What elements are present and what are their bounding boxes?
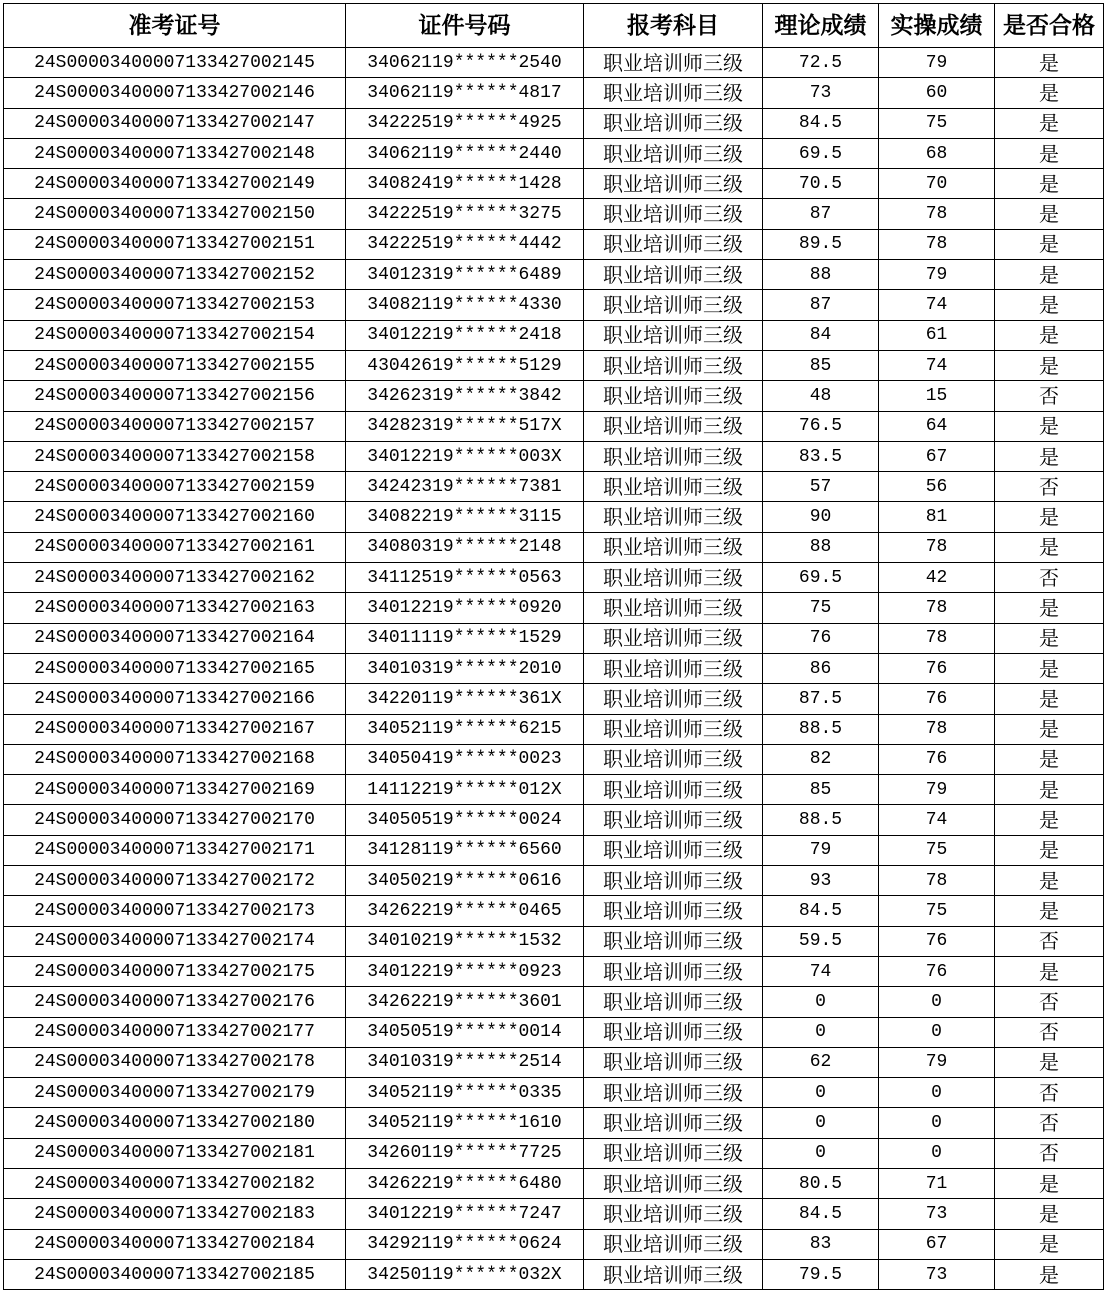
cell-theory-score: 75 (763, 593, 879, 623)
cell-practical-score: 78 (879, 532, 995, 562)
cell-exam-id: 24S00003400007133427002163 (4, 593, 346, 623)
cell-subject: 职业培训师三级 (584, 502, 763, 532)
cell-exam-id: 24S00003400007133427002148 (4, 138, 346, 168)
cell-subject: 职业培训师三级 (584, 653, 763, 683)
cell-id-number: 34242319******7381 (346, 472, 584, 502)
cell-theory-score: 69.5 (763, 138, 879, 168)
cell-pass-status: 是 (995, 744, 1104, 774)
cell-pass-status: 是 (995, 290, 1104, 320)
cell-pass-status: 是 (995, 623, 1104, 653)
cell-subject: 职业培训师三级 (584, 108, 763, 138)
cell-theory-score: 0 (763, 1017, 879, 1047)
table-row (4, 775, 1104, 805)
cell-practical-score: 76 (879, 653, 995, 683)
cell-exam-id: 24S00003400007133427002179 (4, 1078, 346, 1108)
cell-subject: 职业培训师三级 (584, 1047, 763, 1077)
cell-id-number: 14112219******012X (346, 775, 584, 805)
table-header (4, 4, 1104, 48)
cell-exam-id: 24S00003400007133427002184 (4, 1229, 346, 1259)
cell-theory-score: 88 (763, 260, 879, 290)
table-row (4, 714, 1104, 744)
cell-subject: 职业培训师三级 (584, 775, 763, 805)
table-row (4, 653, 1104, 683)
cell-theory-score: 69.5 (763, 563, 879, 593)
table-row (4, 623, 1104, 653)
cell-subject: 职业培训师三级 (584, 1108, 763, 1138)
cell-id-number: 43042619******5129 (346, 350, 584, 380)
cell-theory-score: 76 (763, 623, 879, 653)
table-row (4, 1108, 1104, 1138)
cell-exam-id: 24S00003400007133427002171 (4, 835, 346, 865)
cell-subject: 职业培训师三级 (584, 441, 763, 471)
cell-exam-id: 24S00003400007133427002150 (4, 199, 346, 229)
cell-exam-id: 24S00003400007133427002146 (4, 78, 346, 108)
cell-exam-id: 24S00003400007133427002155 (4, 350, 346, 380)
table-row (4, 350, 1104, 380)
cell-theory-score: 83 (763, 1229, 879, 1259)
cell-exam-id: 24S00003400007133427002161 (4, 532, 346, 562)
results-table (3, 3, 1104, 1290)
cell-pass-status: 是 (995, 775, 1104, 805)
cell-id-number: 34262219******0465 (346, 896, 584, 926)
cell-theory-score: 87.5 (763, 684, 879, 714)
cell-practical-score: 76 (879, 956, 995, 986)
table-row (4, 866, 1104, 896)
cell-practical-score: 76 (879, 684, 995, 714)
table-row (4, 835, 1104, 865)
cell-practical-score: 78 (879, 623, 995, 653)
table-row (4, 805, 1104, 835)
cell-theory-score: 0 (763, 987, 879, 1017)
cell-theory-score: 84.5 (763, 108, 879, 138)
cell-practical-score: 0 (879, 987, 995, 1017)
cell-id-number: 34010219******1532 (346, 926, 584, 956)
table-body (4, 48, 1104, 1290)
cell-subject: 职业培训师三级 (584, 350, 763, 380)
cell-id-number: 34250119******032X (346, 1259, 584, 1289)
cell-subject: 职业培训师三级 (584, 381, 763, 411)
cell-id-number: 34010319******2010 (346, 653, 584, 683)
cell-theory-score: 0 (763, 1078, 879, 1108)
cell-subject: 职业培训师三级 (584, 1199, 763, 1229)
cell-theory-score: 82 (763, 744, 879, 774)
cell-id-number: 34082219******3115 (346, 502, 584, 532)
cell-id-number: 34052119******6215 (346, 714, 584, 744)
cell-pass-status: 是 (995, 108, 1104, 138)
cell-pass-status: 是 (995, 1199, 1104, 1229)
cell-subject: 职业培训师三级 (584, 78, 763, 108)
cell-theory-score: 87 (763, 290, 879, 320)
table-row (4, 1078, 1104, 1108)
cell-subject: 职业培训师三级 (584, 744, 763, 774)
cell-practical-score: 60 (879, 78, 995, 108)
cell-theory-score: 88 (763, 532, 879, 562)
cell-subject: 职业培训师三级 (584, 290, 763, 320)
cell-exam-id: 24S00003400007133427002170 (4, 805, 346, 835)
cell-practical-score: 56 (879, 472, 995, 502)
cell-practical-score: 75 (879, 896, 995, 926)
cell-id-number: 34128119******6560 (346, 835, 584, 865)
cell-id-number: 34062119******2440 (346, 138, 584, 168)
cell-pass-status: 是 (995, 48, 1104, 78)
cell-theory-score: 74 (763, 956, 879, 986)
cell-id-number: 34050419******0023 (346, 744, 584, 774)
table-row (4, 1168, 1104, 1198)
cell-practical-score: 73 (879, 1259, 995, 1289)
cell-pass-status: 是 (995, 1168, 1104, 1198)
cell-pass-status: 是 (995, 350, 1104, 380)
cell-id-number: 34062119******4817 (346, 78, 584, 108)
cell-subject: 职业培训师三级 (584, 1078, 763, 1108)
cell-theory-score: 48 (763, 381, 879, 411)
cell-subject: 职业培训师三级 (584, 532, 763, 562)
cell-pass-status: 是 (995, 441, 1104, 471)
table-row (4, 199, 1104, 229)
cell-theory-score: 73 (763, 78, 879, 108)
cell-practical-score: 64 (879, 411, 995, 441)
cell-exam-id: 24S00003400007133427002168 (4, 744, 346, 774)
cell-practical-score: 78 (879, 199, 995, 229)
cell-pass-status: 否 (995, 472, 1104, 502)
header-id-number: 证件号码 (346, 4, 584, 48)
cell-theory-score: 84.5 (763, 1199, 879, 1229)
cell-pass-status: 是 (995, 593, 1104, 623)
cell-exam-id: 24S00003400007133427002178 (4, 1047, 346, 1077)
cell-pass-status: 否 (995, 1108, 1104, 1138)
table-row (4, 411, 1104, 441)
cell-practical-score: 0 (879, 1078, 995, 1108)
cell-theory-score: 86 (763, 653, 879, 683)
cell-pass-status: 否 (995, 563, 1104, 593)
cell-practical-score: 74 (879, 290, 995, 320)
cell-practical-score: 79 (879, 260, 995, 290)
cell-pass-status: 是 (995, 138, 1104, 168)
cell-pass-status: 是 (995, 260, 1104, 290)
cell-practical-score: 81 (879, 502, 995, 532)
cell-exam-id: 24S00003400007133427002176 (4, 987, 346, 1017)
cell-practical-score: 74 (879, 350, 995, 380)
table-row (4, 290, 1104, 320)
table-row (4, 472, 1104, 502)
cell-pass-status: 否 (995, 381, 1104, 411)
cell-practical-score: 67 (879, 1229, 995, 1259)
table-row (4, 593, 1104, 623)
cell-theory-score: 59.5 (763, 926, 879, 956)
cell-practical-score: 75 (879, 108, 995, 138)
cell-exam-id: 24S00003400007133427002151 (4, 229, 346, 259)
table-row (4, 532, 1104, 562)
cell-id-number: 34050519******0014 (346, 1017, 584, 1047)
table-row (4, 563, 1104, 593)
cell-theory-score: 70.5 (763, 169, 879, 199)
header-practical-score: 实操成绩 (879, 4, 995, 48)
cell-subject: 职业培训师三级 (584, 1138, 763, 1168)
table-row (4, 108, 1104, 138)
cell-exam-id: 24S00003400007133427002175 (4, 956, 346, 986)
cell-pass-status: 是 (995, 1229, 1104, 1259)
table-row (4, 926, 1104, 956)
cell-practical-score: 73 (879, 1199, 995, 1229)
cell-practical-score: 79 (879, 775, 995, 805)
cell-exam-id: 24S00003400007133427002156 (4, 381, 346, 411)
table-row (4, 956, 1104, 986)
table-row (4, 441, 1104, 471)
table-row (4, 48, 1104, 78)
cell-subject: 职业培训师三级 (584, 472, 763, 502)
cell-exam-id: 24S00003400007133427002181 (4, 1138, 346, 1168)
cell-pass-status: 否 (995, 1138, 1104, 1168)
cell-subject: 职业培训师三级 (584, 623, 763, 653)
cell-practical-score: 75 (879, 835, 995, 865)
cell-exam-id: 24S00003400007133427002152 (4, 260, 346, 290)
cell-pass-status: 是 (995, 956, 1104, 986)
cell-practical-score: 67 (879, 441, 995, 471)
cell-theory-score: 90 (763, 502, 879, 532)
cell-practical-score: 70 (879, 169, 995, 199)
cell-pass-status: 否 (995, 1078, 1104, 1108)
cell-theory-score: 84.5 (763, 896, 879, 926)
cell-theory-score: 89.5 (763, 229, 879, 259)
table-row (4, 78, 1104, 108)
cell-theory-score: 84 (763, 320, 879, 350)
cell-exam-id: 24S00003400007133427002154 (4, 320, 346, 350)
cell-subject: 职业培训师三级 (584, 926, 763, 956)
cell-id-number: 34062119******2540 (346, 48, 584, 78)
table-row (4, 1138, 1104, 1168)
cell-subject: 职业培训师三级 (584, 684, 763, 714)
table-row (4, 1047, 1104, 1077)
cell-theory-score: 80.5 (763, 1168, 879, 1198)
cell-subject: 职业培训师三级 (584, 987, 763, 1017)
cell-subject: 职业培训师三级 (584, 260, 763, 290)
cell-subject: 职业培训师三级 (584, 956, 763, 986)
cell-id-number: 34052119******0335 (346, 1078, 584, 1108)
cell-subject: 职业培训师三级 (584, 805, 763, 835)
cell-id-number: 34050219******0616 (346, 866, 584, 896)
cell-exam-id: 24S00003400007133427002153 (4, 290, 346, 320)
cell-id-number: 34011119******1529 (346, 623, 584, 653)
cell-exam-id: 24S00003400007133427002157 (4, 411, 346, 441)
cell-exam-id: 24S00003400007133427002162 (4, 563, 346, 593)
cell-exam-id: 24S00003400007133427002166 (4, 684, 346, 714)
cell-id-number: 34260119******7725 (346, 1138, 584, 1168)
cell-subject: 职业培训师三级 (584, 1017, 763, 1047)
cell-subject: 职业培训师三级 (584, 229, 763, 259)
cell-pass-status: 是 (995, 502, 1104, 532)
cell-theory-score: 88.5 (763, 805, 879, 835)
cell-subject: 职业培训师三级 (584, 1168, 763, 1198)
cell-id-number: 34220119******361X (346, 684, 584, 714)
cell-id-number: 34050519******0024 (346, 805, 584, 835)
header-exam-id: 准考证号 (4, 4, 346, 48)
cell-id-number: 34112519******0563 (346, 563, 584, 593)
cell-pass-status: 否 (995, 926, 1104, 956)
cell-id-number: 34222519******3275 (346, 199, 584, 229)
cell-id-number: 34052119******1610 (346, 1108, 584, 1138)
table-row (4, 229, 1104, 259)
table-row (4, 169, 1104, 199)
table-row (4, 320, 1104, 350)
cell-exam-id: 24S00003400007133427002165 (4, 653, 346, 683)
cell-pass-status: 是 (995, 411, 1104, 441)
cell-subject: 职业培训师三级 (584, 563, 763, 593)
cell-theory-score: 79.5 (763, 1259, 879, 1289)
cell-id-number: 34012219******0923 (346, 956, 584, 986)
cell-exam-id: 24S00003400007133427002185 (4, 1259, 346, 1289)
cell-subject: 职业培训师三级 (584, 896, 763, 926)
cell-practical-score: 76 (879, 926, 995, 956)
table-row (4, 1199, 1104, 1229)
cell-theory-score: 76.5 (763, 411, 879, 441)
cell-theory-score: 85 (763, 350, 879, 380)
cell-practical-score: 78 (879, 714, 995, 744)
cell-practical-score: 78 (879, 229, 995, 259)
cell-practical-score: 0 (879, 1017, 995, 1047)
cell-pass-status: 是 (995, 714, 1104, 744)
cell-practical-score: 61 (879, 320, 995, 350)
cell-theory-score: 85 (763, 775, 879, 805)
cell-exam-id: 24S00003400007133427002145 (4, 48, 346, 78)
cell-subject: 职业培训师三级 (584, 138, 763, 168)
cell-exam-id: 24S00003400007133427002174 (4, 926, 346, 956)
table-row (4, 987, 1104, 1017)
cell-practical-score: 0 (879, 1138, 995, 1168)
cell-pass-status: 否 (995, 1017, 1104, 1047)
cell-practical-score: 42 (879, 563, 995, 593)
cell-theory-score: 79 (763, 835, 879, 865)
cell-pass-status: 是 (995, 1259, 1104, 1289)
cell-subject: 职业培训师三级 (584, 48, 763, 78)
cell-id-number: 34222519******4925 (346, 108, 584, 138)
cell-pass-status: 是 (995, 320, 1104, 350)
cell-id-number: 34262219******3601 (346, 987, 584, 1017)
cell-id-number: 34292119******0624 (346, 1229, 584, 1259)
cell-pass-status: 是 (995, 532, 1104, 562)
cell-pass-status: 否 (995, 987, 1104, 1017)
table-row (4, 1229, 1104, 1259)
cell-subject: 职业培训师三级 (584, 169, 763, 199)
table-row (4, 502, 1104, 532)
table-row (4, 381, 1104, 411)
cell-exam-id: 24S00003400007133427002149 (4, 169, 346, 199)
cell-id-number: 34082119******4330 (346, 290, 584, 320)
cell-practical-score: 15 (879, 381, 995, 411)
cell-practical-score: 79 (879, 1047, 995, 1077)
table-row (4, 684, 1104, 714)
cell-subject: 职业培训师三级 (584, 714, 763, 744)
cell-pass-status: 是 (995, 199, 1104, 229)
cell-pass-status: 是 (995, 866, 1104, 896)
header-theory-score: 理论成绩 (763, 4, 879, 48)
table-row (4, 1017, 1104, 1047)
cell-id-number: 34262319******3842 (346, 381, 584, 411)
cell-theory-score: 0 (763, 1138, 879, 1168)
cell-theory-score: 0 (763, 1108, 879, 1138)
cell-id-number: 34222519******4442 (346, 229, 584, 259)
cell-pass-status: 是 (995, 805, 1104, 835)
cell-exam-id: 24S00003400007133427002164 (4, 623, 346, 653)
cell-exam-id: 24S00003400007133427002172 (4, 866, 346, 896)
cell-id-number: 34012219******7247 (346, 1199, 584, 1229)
cell-id-number: 34080319******2148 (346, 532, 584, 562)
cell-id-number: 34012219******003X (346, 441, 584, 471)
cell-exam-id: 24S00003400007133427002182 (4, 1168, 346, 1198)
cell-subject: 职业培训师三级 (584, 411, 763, 441)
table-row (4, 260, 1104, 290)
cell-id-number: 34012319******6489 (346, 260, 584, 290)
cell-theory-score: 83.5 (763, 441, 879, 471)
cell-theory-score: 62 (763, 1047, 879, 1077)
cell-exam-id: 24S00003400007133427002158 (4, 441, 346, 471)
cell-subject: 职业培训师三级 (584, 866, 763, 896)
cell-theory-score: 88.5 (763, 714, 879, 744)
cell-subject: 职业培训师三级 (584, 199, 763, 229)
cell-exam-id: 24S00003400007133427002173 (4, 896, 346, 926)
cell-practical-score: 68 (879, 138, 995, 168)
cell-practical-score: 0 (879, 1108, 995, 1138)
header-subject: 报考科目 (584, 4, 763, 48)
cell-exam-id: 24S00003400007133427002169 (4, 775, 346, 805)
cell-id-number: 34012219******0920 (346, 593, 584, 623)
cell-exam-id: 24S00003400007133427002147 (4, 108, 346, 138)
cell-pass-status: 是 (995, 653, 1104, 683)
cell-exam-id: 24S00003400007133427002183 (4, 1199, 346, 1229)
cell-id-number: 34012219******2418 (346, 320, 584, 350)
cell-exam-id: 24S00003400007133427002167 (4, 714, 346, 744)
cell-id-number: 34262219******6480 (346, 1168, 584, 1198)
results-sheet (3, 3, 1103, 1290)
cell-pass-status: 是 (995, 1047, 1104, 1077)
table-row (4, 744, 1104, 774)
cell-practical-score: 76 (879, 744, 995, 774)
cell-subject: 职业培训师三级 (584, 1229, 763, 1259)
cell-practical-score: 71 (879, 1168, 995, 1198)
header-row (4, 4, 1104, 48)
cell-practical-score: 78 (879, 866, 995, 896)
cell-exam-id: 24S00003400007133427002180 (4, 1108, 346, 1138)
table-row (4, 896, 1104, 926)
cell-exam-id: 24S00003400007133427002177 (4, 1017, 346, 1047)
cell-pass-status: 是 (995, 684, 1104, 714)
cell-id-number: 34082419******1428 (346, 169, 584, 199)
cell-subject: 职业培训师三级 (584, 835, 763, 865)
cell-pass-status: 是 (995, 835, 1104, 865)
cell-practical-score: 79 (879, 48, 995, 78)
cell-theory-score: 57 (763, 472, 879, 502)
cell-subject: 职业培训师三级 (584, 1259, 763, 1289)
cell-exam-id: 24S00003400007133427002160 (4, 502, 346, 532)
cell-id-number: 34282319******517X (346, 411, 584, 441)
cell-id-number: 34010319******2514 (346, 1047, 584, 1077)
cell-pass-status: 是 (995, 78, 1104, 108)
cell-practical-score: 78 (879, 593, 995, 623)
cell-theory-score: 87 (763, 199, 879, 229)
cell-subject: 职业培训师三级 (584, 593, 763, 623)
cell-theory-score: 93 (763, 866, 879, 896)
cell-theory-score: 72.5 (763, 48, 879, 78)
cell-practical-score: 74 (879, 805, 995, 835)
cell-pass-status: 是 (995, 896, 1104, 926)
cell-subject: 职业培训师三级 (584, 320, 763, 350)
cell-pass-status: 是 (995, 229, 1104, 259)
header-pass-status: 是否合格 (995, 4, 1104, 48)
cell-exam-id: 24S00003400007133427002159 (4, 472, 346, 502)
table-row (4, 138, 1104, 168)
cell-pass-status: 是 (995, 169, 1104, 199)
table-row (4, 1259, 1104, 1289)
